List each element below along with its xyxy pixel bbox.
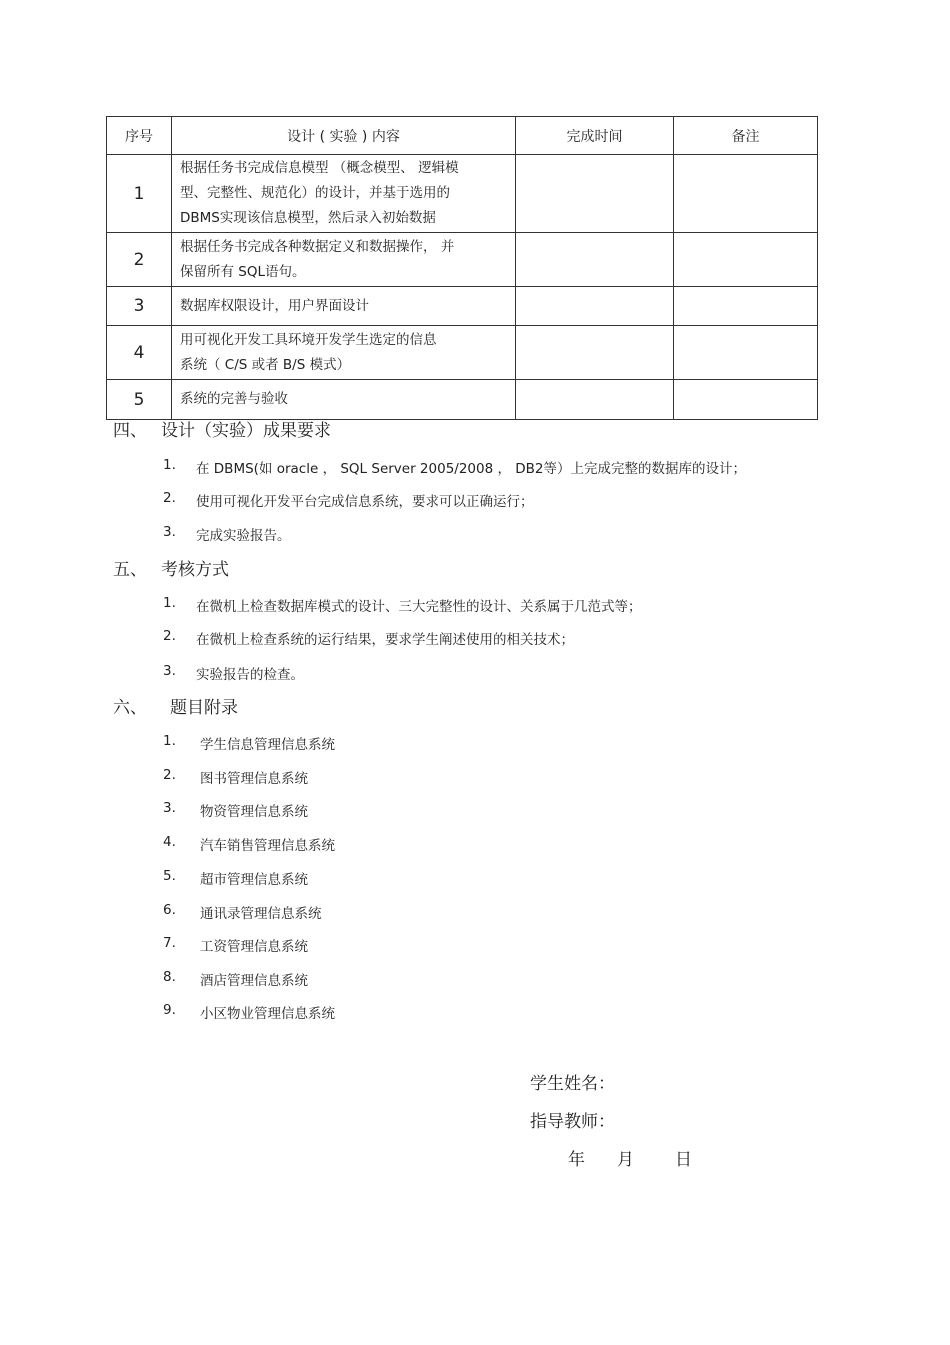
section-number: 五、 bbox=[113, 560, 147, 580]
section-number: 六、 bbox=[113, 698, 147, 718]
section-heading: 设计（实验）成果要求 bbox=[161, 421, 331, 441]
list-item bbox=[163, 490, 763, 510]
item-text: 在微机上检查系统的运行结果，要求学生阐述使用的相关技术； bbox=[196, 632, 574, 648]
list-item bbox=[163, 524, 763, 544]
item-number: 5. bbox=[163, 868, 176, 884]
item-number: 3. bbox=[163, 800, 176, 816]
item-text: 学生信息管理信息系统 bbox=[200, 737, 335, 753]
task-table bbox=[106, 116, 818, 420]
item-number: 3. bbox=[163, 524, 176, 540]
row-number: 4 bbox=[107, 326, 172, 380]
list-item bbox=[163, 628, 763, 648]
content-line: 数据库权限设计，用户界面设计 bbox=[180, 297, 369, 314]
item-text: 物资管理信息系统 bbox=[200, 804, 308, 820]
item-number: 8. bbox=[163, 969, 176, 985]
item-text: 使用可视化开发平台完成信息系统，要求可以正确运行； bbox=[196, 494, 534, 510]
section-title-results bbox=[113, 416, 331, 441]
item-text: 在 DBMS(如 oracle ， SQL Server 2005/2008 ， DB2等）上完成完整的数据库的设计； bbox=[196, 461, 747, 477]
header-time: 完成时间 bbox=[516, 117, 674, 155]
item-text: 汽车销售管理信息系统 bbox=[200, 838, 335, 854]
table-row bbox=[107, 380, 818, 420]
row-note bbox=[674, 380, 818, 420]
list-item bbox=[163, 457, 803, 477]
date-day-label: 日 bbox=[675, 1150, 692, 1170]
row-number: 2 bbox=[107, 233, 172, 287]
item-number: 4. bbox=[163, 834, 176, 850]
item-text: 超市管理信息系统 bbox=[200, 872, 308, 888]
row-note bbox=[674, 233, 818, 287]
table-row bbox=[107, 326, 818, 380]
student-name-label: 学生姓名： bbox=[530, 1074, 615, 1094]
row-time bbox=[516, 155, 674, 233]
item-text: 在微机上检查数据库模式的设计、三大完整性的设计、关系属于几范式等； bbox=[196, 599, 642, 615]
row-content bbox=[172, 380, 516, 420]
item-number: 2. bbox=[163, 767, 176, 783]
section-title-appendix bbox=[113, 693, 238, 718]
item-text: 通讯录管理信息系统 bbox=[200, 906, 322, 922]
content-line: 根据任务书完成信息模型 （概念模型、 逻辑模 bbox=[180, 160, 459, 176]
item-text: 图书管理信息系统 bbox=[200, 771, 308, 787]
item-number: 1. bbox=[163, 733, 176, 749]
item-number: 2. bbox=[163, 628, 176, 644]
content-line: 根据任务书完成各种数据定义和数据操作， 并 bbox=[180, 238, 455, 255]
content-line: DBMS实现该信息模型，然后录入初始数据 bbox=[180, 210, 436, 226]
content-line: 系统（ C/S 或者 B/S 模式） bbox=[180, 356, 351, 373]
row-content bbox=[172, 287, 516, 326]
row-time bbox=[516, 326, 674, 380]
content-line: 用可视化开发工具环境开发学生选定的信息 bbox=[180, 331, 437, 348]
date-year-label: 年 bbox=[568, 1150, 585, 1170]
row-number: 5 bbox=[107, 380, 172, 420]
advisor-label: 指导教师： bbox=[530, 1112, 615, 1132]
item-number: 2. bbox=[163, 490, 176, 506]
item-text: 工资管理信息系统 bbox=[200, 939, 308, 955]
item-text: 酒店管理信息系统 bbox=[200, 973, 308, 989]
section-number: 四、 bbox=[113, 421, 147, 441]
row-note bbox=[674, 326, 818, 380]
table-header-row bbox=[107, 117, 818, 155]
item-number: 9. bbox=[163, 1002, 176, 1018]
table-row bbox=[107, 233, 818, 287]
table-row bbox=[107, 155, 818, 233]
content-line: 保留所有 SQL语句。 bbox=[180, 263, 306, 280]
item-text: 实验报告的检查。 bbox=[196, 667, 304, 683]
list-item bbox=[163, 595, 763, 615]
content-line: 型、完整性、规范化）的设计，并基于选用的 bbox=[180, 185, 450, 201]
row-number: 3 bbox=[107, 287, 172, 326]
item-number: 7. bbox=[163, 935, 176, 951]
item-text: 小区物业管理信息系统 bbox=[200, 1006, 335, 1022]
row-content bbox=[172, 233, 516, 287]
header-note: 备注 bbox=[674, 117, 818, 155]
row-time bbox=[516, 287, 674, 326]
row-content bbox=[172, 326, 516, 380]
header-content: 设计 ( 实验 ) 内容 bbox=[172, 117, 516, 155]
item-number: 6. bbox=[163, 902, 176, 918]
row-note bbox=[674, 155, 818, 233]
row-note bbox=[674, 287, 818, 326]
item-number: 1. bbox=[163, 595, 176, 611]
table-row bbox=[107, 287, 818, 326]
item-text: 完成实验报告。 bbox=[196, 528, 291, 544]
row-time bbox=[516, 233, 674, 287]
date-month-label: 月 bbox=[617, 1150, 634, 1170]
list-item bbox=[163, 663, 763, 683]
row-content bbox=[172, 155, 516, 233]
item-number: 1. bbox=[163, 457, 176, 473]
content-line: 系统的完善与验收 bbox=[180, 391, 288, 407]
item-number: 3. bbox=[163, 663, 176, 679]
row-number: 1 bbox=[107, 155, 172, 233]
row-time bbox=[516, 380, 674, 420]
section-title-assessment bbox=[113, 555, 229, 580]
section-heading: 考核方式 bbox=[161, 560, 229, 580]
section-heading: 题目附录 bbox=[170, 698, 238, 718]
header-seq: 序号 bbox=[107, 117, 172, 155]
